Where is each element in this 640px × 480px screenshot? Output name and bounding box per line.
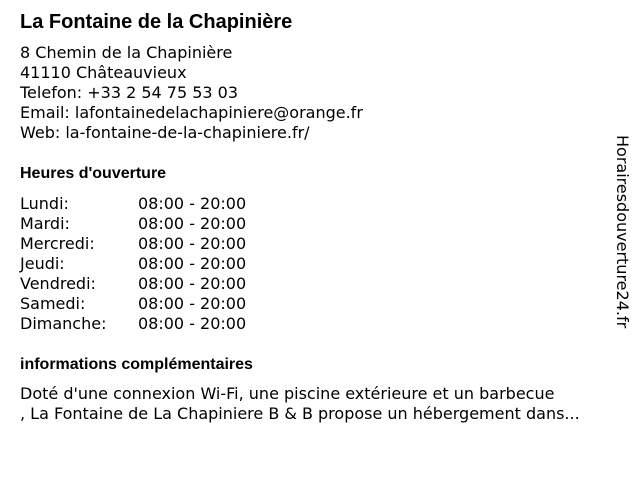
- hours-row-friday: [20, 274, 246, 294]
- contact-block: [20, 43, 363, 143]
- business-name: La Fontaine de la Chapinière: [20, 11, 293, 33]
- additional-info-heading: informations complémentaires: [20, 356, 253, 373]
- time-range: 08:00 - 20:00: [138, 294, 247, 313]
- time-range: 08:00 - 20:00: [138, 274, 247, 293]
- hours-row-wednesday: [20, 234, 246, 254]
- hours-row-saturday: [20, 294, 246, 314]
- opening-hours-heading: Heures d'ouverture: [20, 165, 167, 182]
- day-label: Samedi:: [20, 294, 86, 313]
- description-line: Doté d'une connexion Wi-Fi, une piscine extérieure et un barbecue: [20, 384, 555, 403]
- day-label: Lundi:: [20, 194, 69, 213]
- hours-row-monday: [20, 194, 246, 214]
- time-range: 08:00 - 20:00: [138, 254, 247, 273]
- address-street: 8 Chemin de la Chapinière: [20, 43, 233, 62]
- time-range: 08:00 - 20:00: [138, 234, 247, 253]
- time-range: 08:00 - 20:00: [138, 314, 247, 333]
- hours-row-thursday: [20, 254, 246, 274]
- description-text: [20, 384, 635, 424]
- email-address: Email: lafontainedelachapiniere@orange.fr: [20, 103, 363, 122]
- description-line: , La Fontaine de La Chapiniere B & B propose un hébergement dans...: [20, 404, 580, 423]
- time-range: 08:00 - 20:00: [138, 214, 247, 233]
- watermark-text: Horairesdouverture24.fr: [613, 135, 632, 329]
- site-watermark: [612, 135, 632, 345]
- time-range: 08:00 - 20:00: [138, 194, 247, 213]
- opening-hours-table: [20, 194, 246, 334]
- hours-row-sunday: [20, 314, 246, 334]
- day-label: Dimanche:: [20, 314, 107, 333]
- address-city: 41110 Châteauvieux: [20, 63, 187, 82]
- phone-number: Telefon: +33 2 54 75 53 03: [20, 83, 239, 102]
- website: Web: la-fontaine-de-la-chapiniere.fr/: [20, 123, 310, 142]
- day-label: Vendredi:: [20, 274, 96, 293]
- day-label: Jeudi:: [20, 254, 65, 273]
- day-label: Mercredi:: [20, 234, 95, 253]
- hours-row-tuesday: [20, 214, 246, 234]
- day-label: Mardi:: [20, 214, 70, 233]
